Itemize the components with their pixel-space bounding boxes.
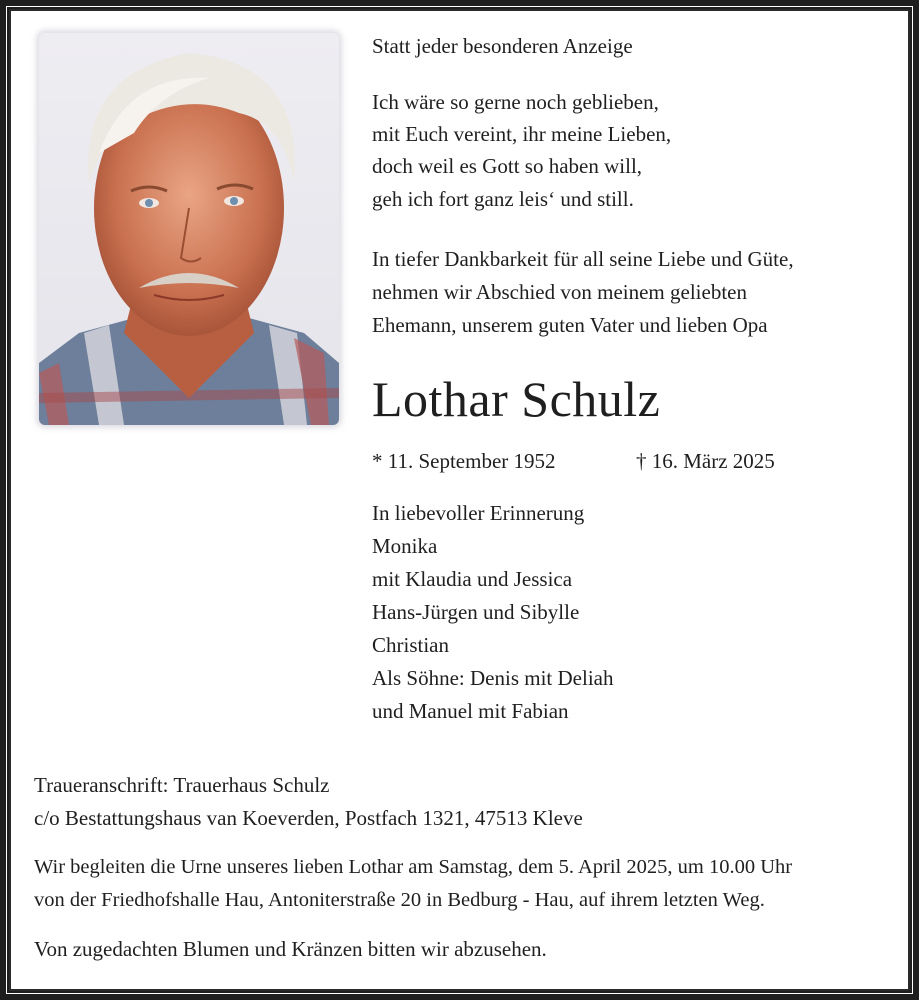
- closing-line: Von zugedachten Blumen und Kränzen bitten wir abzusehen.: [34, 937, 547, 961]
- mourner-line: mit Klaudia und Jessica: [372, 567, 573, 591]
- mourner-line: Als Söhne: Denis mit Deliah: [372, 666, 614, 690]
- intro-line: In tiefer Dankbarkeit für all seine Liebe und Güte,: [372, 247, 794, 271]
- poem-line: Ich wäre so gerne noch geblieben,: [372, 90, 659, 114]
- intro-line: Ehemann, unserem guten Vater und lieben Opa: [372, 313, 768, 337]
- mourner-line: Christian: [372, 633, 449, 657]
- poem-line: doch weil es Gott so haben will,: [372, 154, 643, 178]
- header-line: Statt jeder besonderen Anzeige: [372, 34, 633, 58]
- poem-line: mit Euch vereint, ihr meine Lieben,: [372, 122, 672, 146]
- portrait-photo: [39, 33, 339, 425]
- portrait-image: [39, 33, 339, 425]
- ceremony-line: von der Friedhofshalle Hau, Antoniterstraße 20 in Bedburg - Hau, auf ihrem letzten Weg.: [34, 889, 765, 911]
- obituary-notice: [11, 11, 908, 989]
- mourner-line: Hans-Jürgen und Sibylle: [372, 600, 580, 624]
- address-line: c/o Bestattungshaus van Koeverden, Postfach 1321, 47513 Kleve: [34, 806, 583, 830]
- mourner-line: und Manuel mit Fabian: [372, 699, 569, 723]
- death-date: † 16. März 2025: [636, 449, 775, 473]
- birth-date: * 11. September 1952: [372, 449, 556, 473]
- ceremony-line: Wir begleiten die Urne unseres lieben Lothar am Samstag, dem 5. April 2025, um 10.00 Uhr: [34, 856, 793, 878]
- mourner-line: Monika: [372, 534, 438, 558]
- deceased-name: Lothar Schulz: [372, 371, 661, 427]
- poem-line: geh ich fort ganz leis‘ und still.: [372, 187, 634, 211]
- mourner-line: In liebevoller Erinnerung: [372, 501, 585, 525]
- address-line: Traueranschrift: Trauerhaus Schulz: [34, 773, 330, 797]
- intro-line: nehmen wir Abschied von meinem geliebten: [372, 280, 747, 304]
